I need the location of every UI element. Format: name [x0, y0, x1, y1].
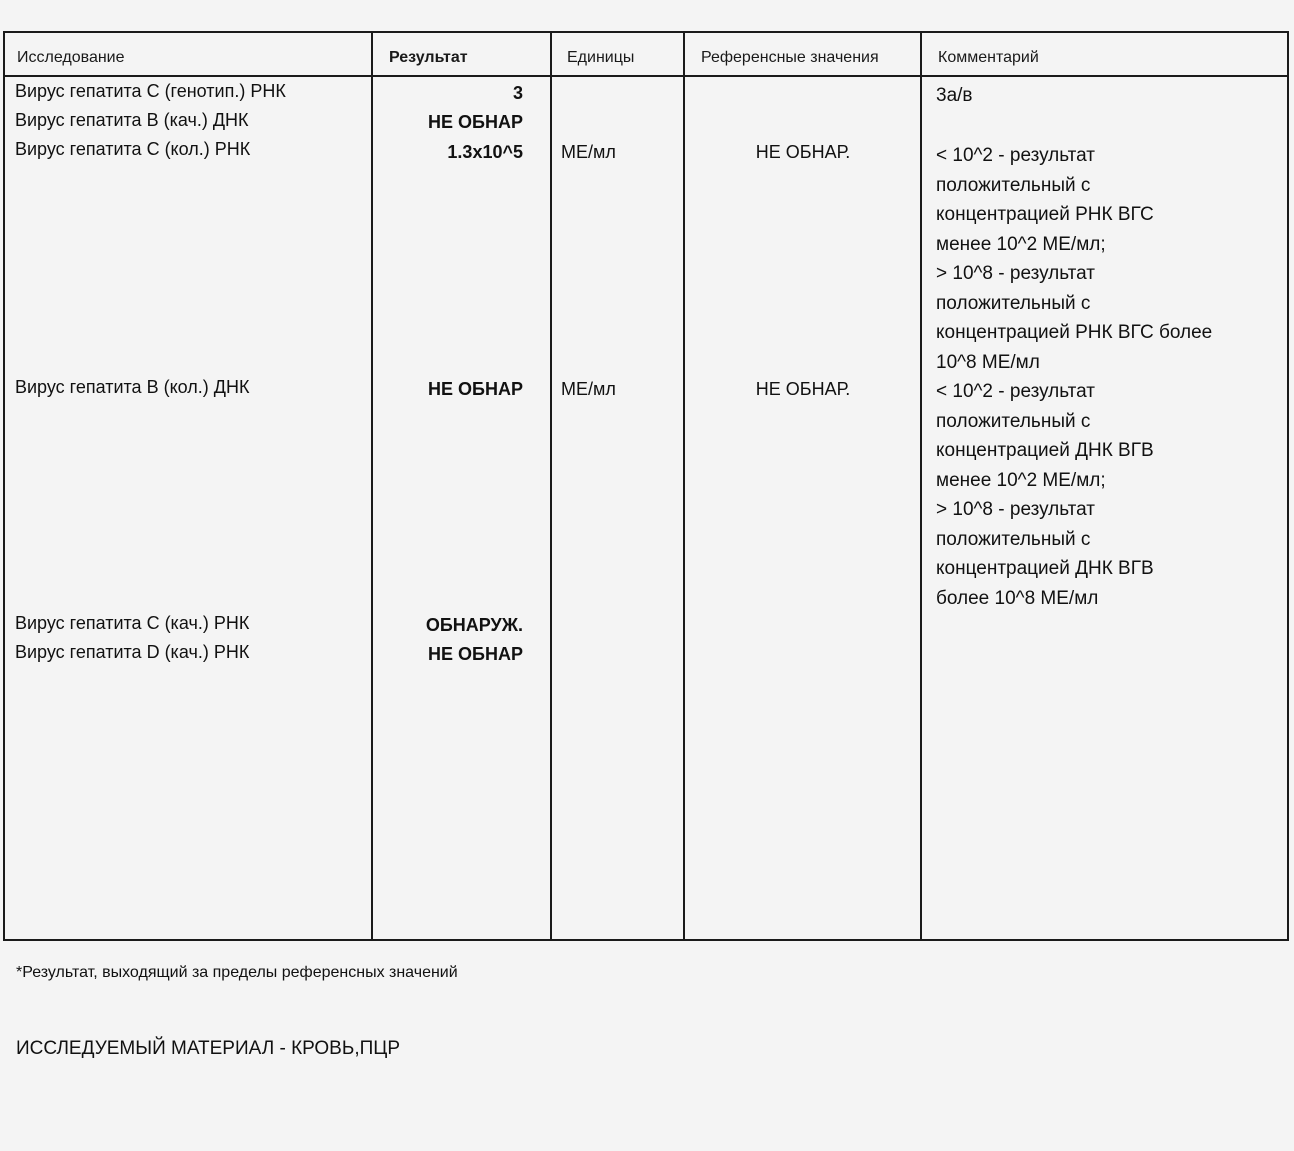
comment-line: менее 10^2 МЕ/мл; — [936, 233, 1106, 255]
row-result: НЕ ОБНАР — [428, 112, 523, 132]
row-test-name: Вирус гепатита С (кол.) РНК — [15, 139, 251, 159]
comment-line: концентрацией РНК ВГС — [936, 204, 1154, 225]
column-divider — [683, 33, 685, 939]
comment-line: < 10^2 - результат — [936, 381, 1096, 402]
header-units: Единицы — [567, 49, 635, 66]
comment-line: более 10^8 МЕ/мл — [936, 587, 1099, 609]
row-result: ОБНАРУЖ. — [425, 615, 523, 635]
comment-line: положительный с — [936, 410, 1091, 432]
comment-line: положительный с — [936, 528, 1091, 550]
material-label: ИССЛЕДУЕМЫЙ МАТЕРИАЛ - КРОВЬ,ПЦР — [16, 1038, 400, 1059]
column-divider — [371, 33, 373, 939]
footnote: *Результат, выходящий за пределы референсных значений — [16, 964, 458, 981]
row-test-name: Вирус гепатита D (кач.) РНК — [15, 642, 250, 662]
header-reference: Референсные значения — [701, 49, 879, 66]
comment-line: > 10^8 - результат — [936, 263, 1096, 284]
comment-line: положительный с — [936, 292, 1091, 314]
comment-line: положительный с — [936, 174, 1091, 196]
comment-hcv-quant — [936, 141, 1276, 377]
row-test-name: Вирус гепатита В (кач.) ДНК — [15, 110, 249, 130]
row-result: 3 — [512, 83, 523, 103]
comment-line: < 10^2 - результат — [936, 145, 1096, 166]
comment-line: > 10^8 - результат — [936, 499, 1096, 520]
row-test-name: Вирус гепатита С (кач.) РНК — [15, 613, 250, 633]
comment-hbv-quant — [936, 377, 1276, 613]
row-units: МЕ/мл — [561, 379, 616, 399]
row-result: НЕ ОБНАР — [428, 379, 523, 399]
header-test: Исследование — [17, 49, 125, 66]
column-divider — [550, 33, 552, 939]
comment-line: концентрацией ДНК ВГВ — [936, 558, 1154, 579]
comment-line: менее 10^2 МЕ/мл; — [936, 469, 1106, 491]
comment-line: 3а/в — [936, 85, 973, 106]
row-units: МЕ/мл — [561, 142, 616, 162]
row-reference: НЕ ОБНАР. — [755, 142, 851, 162]
comment-genotype — [936, 81, 1276, 111]
comment-line: концентрацией ДНК ВГВ — [936, 440, 1154, 461]
table-header-row — [5, 33, 1287, 77]
row-result: НЕ ОБНАР — [428, 644, 523, 664]
row-test-name: Вирус гепатита С (генотип.) РНК — [15, 81, 286, 101]
row-test-name: Вирус гепатита В (кол.) ДНК — [15, 377, 250, 397]
header-result: Результат — [389, 49, 468, 66]
results-table — [3, 31, 1289, 941]
comment-line: концентрацией РНК ВГС более — [936, 322, 1213, 343]
comment-line: 10^8 МЕ/мл — [936, 351, 1040, 373]
row-result: 1.3x10^5 — [447, 142, 523, 162]
header-comment: Комментарий — [938, 49, 1039, 66]
column-divider — [920, 33, 922, 939]
row-reference: НЕ ОБНАР. — [755, 379, 851, 399]
